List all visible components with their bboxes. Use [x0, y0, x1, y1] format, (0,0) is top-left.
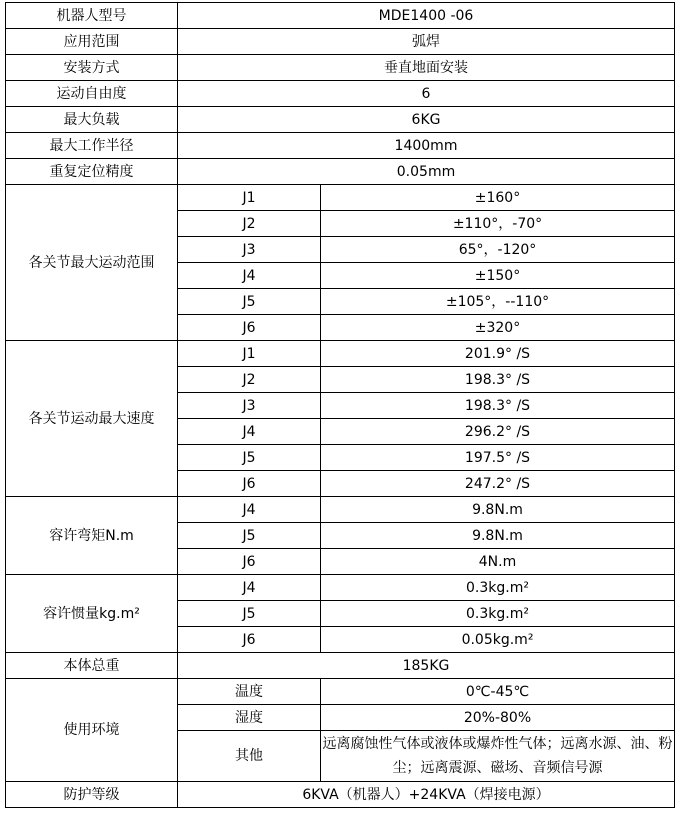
group-label-torque: 容许弯矩N.m	[6, 497, 178, 575]
group-label-joint-speed: 各关节运动最大速度	[6, 341, 178, 497]
value-cell: 201.9° /S	[321, 341, 675, 367]
row-label: 重复定位精度	[6, 159, 178, 185]
joint-cell: J4	[178, 263, 321, 289]
row-value: 0.05mm	[178, 159, 675, 185]
table-row	[6, 133, 675, 159]
row-label: 防护等级	[6, 782, 178, 808]
env-item-cell: 其他	[178, 731, 321, 782]
value-cell: 远离腐蚀性气体或液体或爆炸性气体；远离水源、油、粉尘；远离震源、磁场、音频信号源	[321, 731, 675, 782]
joint-cell: J2	[178, 211, 321, 237]
row-value: 6KG	[178, 107, 675, 133]
table-row	[6, 3, 675, 29]
joint-cell: J4	[178, 575, 321, 601]
row-label: 最大负载	[6, 107, 178, 133]
joint-cell: J5	[178, 601, 321, 627]
value-cell: 9.8N.m	[321, 523, 675, 549]
group-label-joint-range: 各关节最大运动范围	[6, 185, 178, 341]
joint-cell: J5	[178, 445, 321, 471]
table-row	[6, 575, 675, 601]
value-cell: 20%-80%	[321, 705, 675, 731]
table-row	[6, 159, 675, 185]
row-value: 6	[178, 81, 675, 107]
table-row	[6, 497, 675, 523]
row-value: 1400mm	[178, 133, 675, 159]
joint-cell: J6	[178, 627, 321, 653]
row-label: 本体总重	[6, 653, 178, 679]
value-cell: 0.05kg.m²	[321, 627, 675, 653]
value-cell: 197.5° /S	[321, 445, 675, 471]
value-cell: ±110°，-70°	[321, 211, 675, 237]
row-value: 弧焊	[178, 29, 675, 55]
table-row	[6, 341, 675, 367]
joint-cell: J5	[178, 289, 321, 315]
value-cell: 198.3° /S	[321, 393, 675, 419]
joint-cell: J3	[178, 393, 321, 419]
joint-cell: J1	[178, 185, 321, 211]
joint-cell: J3	[178, 237, 321, 263]
value-cell: 247.2° /S	[321, 471, 675, 497]
env-item-cell: 湿度	[178, 705, 321, 731]
value-cell: 65°，-120°	[321, 237, 675, 263]
spec-table	[5, 2, 675, 808]
value-cell: 198.3° /S	[321, 367, 675, 393]
joint-cell: J6	[178, 549, 321, 575]
value-cell: ±105°，--110°	[321, 289, 675, 315]
group-label-environment: 使用环境	[6, 679, 178, 782]
row-label: 应用范围	[6, 29, 178, 55]
table-row	[6, 653, 675, 679]
value-cell: ±150°	[321, 263, 675, 289]
value-cell: ±160°	[321, 185, 675, 211]
value-cell: 0℃-45℃	[321, 679, 675, 705]
joint-cell: J5	[178, 523, 321, 549]
table-row	[6, 185, 675, 211]
joint-cell: J4	[178, 497, 321, 523]
row-value: MDE1400 -06	[178, 3, 675, 29]
value-cell: 0.3kg.m²	[321, 575, 675, 601]
joint-cell: J6	[178, 471, 321, 497]
joint-cell: J4	[178, 419, 321, 445]
table-row	[6, 55, 675, 81]
row-value: 6KVA（机器人）+24KVA（焊接电源）	[178, 782, 675, 808]
joint-cell: J1	[178, 341, 321, 367]
value-cell: ±320°	[321, 315, 675, 341]
table-row	[6, 679, 675, 705]
value-cell: 0.3kg.m²	[321, 601, 675, 627]
row-label: 最大工作半径	[6, 133, 178, 159]
value-cell: 9.8N.m	[321, 497, 675, 523]
joint-cell: J6	[178, 315, 321, 341]
table-row	[6, 29, 675, 55]
row-value: 185KG	[178, 653, 675, 679]
table-row	[6, 107, 675, 133]
joint-cell: J2	[178, 367, 321, 393]
row-label: 安装方式	[6, 55, 178, 81]
table-row	[6, 782, 675, 808]
table-row	[6, 81, 675, 107]
row-value: 垂直地面安装	[178, 55, 675, 81]
value-cell: 296.2° /S	[321, 419, 675, 445]
env-item-cell: 温度	[178, 679, 321, 705]
row-label: 机器人型号	[6, 3, 178, 29]
group-label-inertia: 容许惯量kg.m²	[6, 575, 178, 653]
row-label: 运动自由度	[6, 81, 178, 107]
value-cell: 4N.m	[321, 549, 675, 575]
